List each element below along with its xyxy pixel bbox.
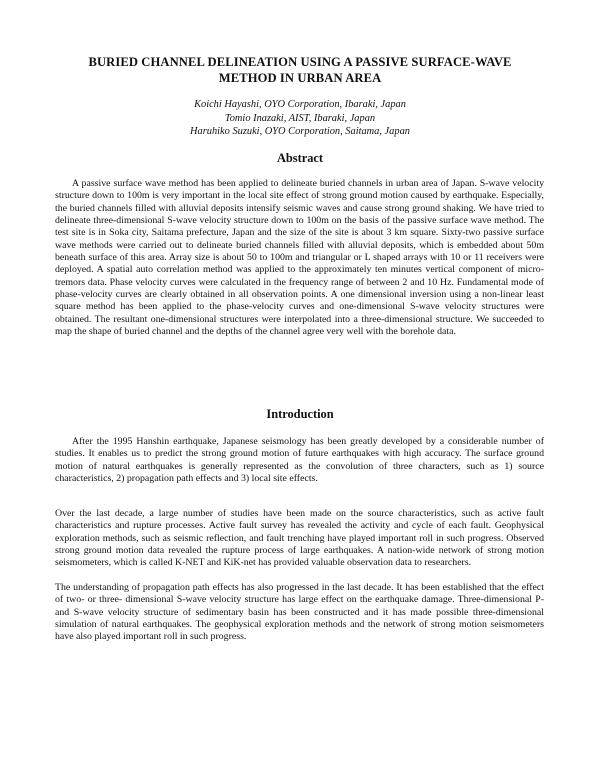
abstract-text: A passive surface wave method has been applied to delineate buried channels in urban area of Japan. S-wave velocity structure down to 100m is very important in the local site effect of strong ground motion caused by earthquake. Especially, the buried channels filled with alluvial deposits intensify seismic waves and cause strong ground shaking. We have tried to delineate three-dimensional S-wave velocity structure down to 100m on the basis of the passive surface wave method. The test site is in Soka city, Saitama prefecture, Japan and the size of the site is about 3 km square. Sixty-two passive surface wave methods were carried out to delineate buried channels filled with alluvial deposits, which is embedded about 50m beneath surface of this area. Array size is about 50 to 100m and triangular or L shaped arrays with 10 or 11 receivers were deployed. A spatial auto correlation method was applied to the approximately ten minutes vertical component of micro-tremors data. Phase velocity curves were calculated in the frequency range of between 2 and 10 Hz. Fundamental mode of phase-velocity curves are clearly obtained in all observation points. A one dimensional inversion using a non-linear least square method has been applied to the phase-velocity curves and one-dimensional S-wave velocity structures were obtained. The resultant one-dimensional structures were interpolated into a three-dimensional structure. We succeeded to map the shape of buried channel and the depths of the channel agree very well with the borehole data. (55, 178, 544, 338)
intro-paragraph-2: Over the last decade, a large number of studies have been made on the source characteristics, such as active fault characteristics and rupture processes. Active fault survey has revealed the activity and cycle of each fault. Geophysical exploration methods, such as seismic reflection, and fault trenching have played important roll in such progress. Observed strong ground motion data revealed the rupture process of large earthquakes. A nation-wide network of strong motion seismometers, which is called K-NET and KiK-net has provided valuable observation data to researchers. (55, 508, 544, 569)
abstract-heading: Abstract (276, 151, 324, 165)
author-list (40, 98, 560, 139)
author-2: Tomio Inazaki, AIST, Ibaraki, Japan (224, 112, 376, 124)
intro-paragraph-3: The understanding of propagation path effects has also progressed in the last decade. It has been established that the effect of two- or three- dimensional S-wave velocity structure has large effect on the earthquake damage. Three-dimensional P- and S-wave velocity structure of sedimentary basin has been constructed and it has made possible three-dimensional simulation of natural earthquakes. The geophysical exploration methods and the network of strong motion seismometers have also played important roll in such progress. (55, 582, 544, 643)
author-1: Koichi Hayashi, OYO Corporation, Ibaraki, Japan (194, 99, 406, 110)
author-3: Haruhiko Suzuki, OYO Corporation, Saitama, Japan (190, 126, 410, 137)
paper-title (40, 54, 560, 86)
title-line-1: BURIED CHANNEL DELINEATION USING A PASSIVE SURFACE-WAVE (88, 55, 512, 69)
intro-paragraph-1: After the 1995 Hanshin earthquake, Japanese seismology has been greatly developed by a considerable number of studies. It enables us to predict the strong ground motion of future earthquakes with high accuracy. The surface ground motion of natural earthquakes is generally represented as the convolution of three characters, such as 1) source characteristics, 2) propagation path effects and 3) local site effects. (55, 436, 544, 485)
introduction-heading: Introduction (266, 407, 334, 421)
title-line-2: METHOD IN URBAN AREA (218, 71, 382, 85)
